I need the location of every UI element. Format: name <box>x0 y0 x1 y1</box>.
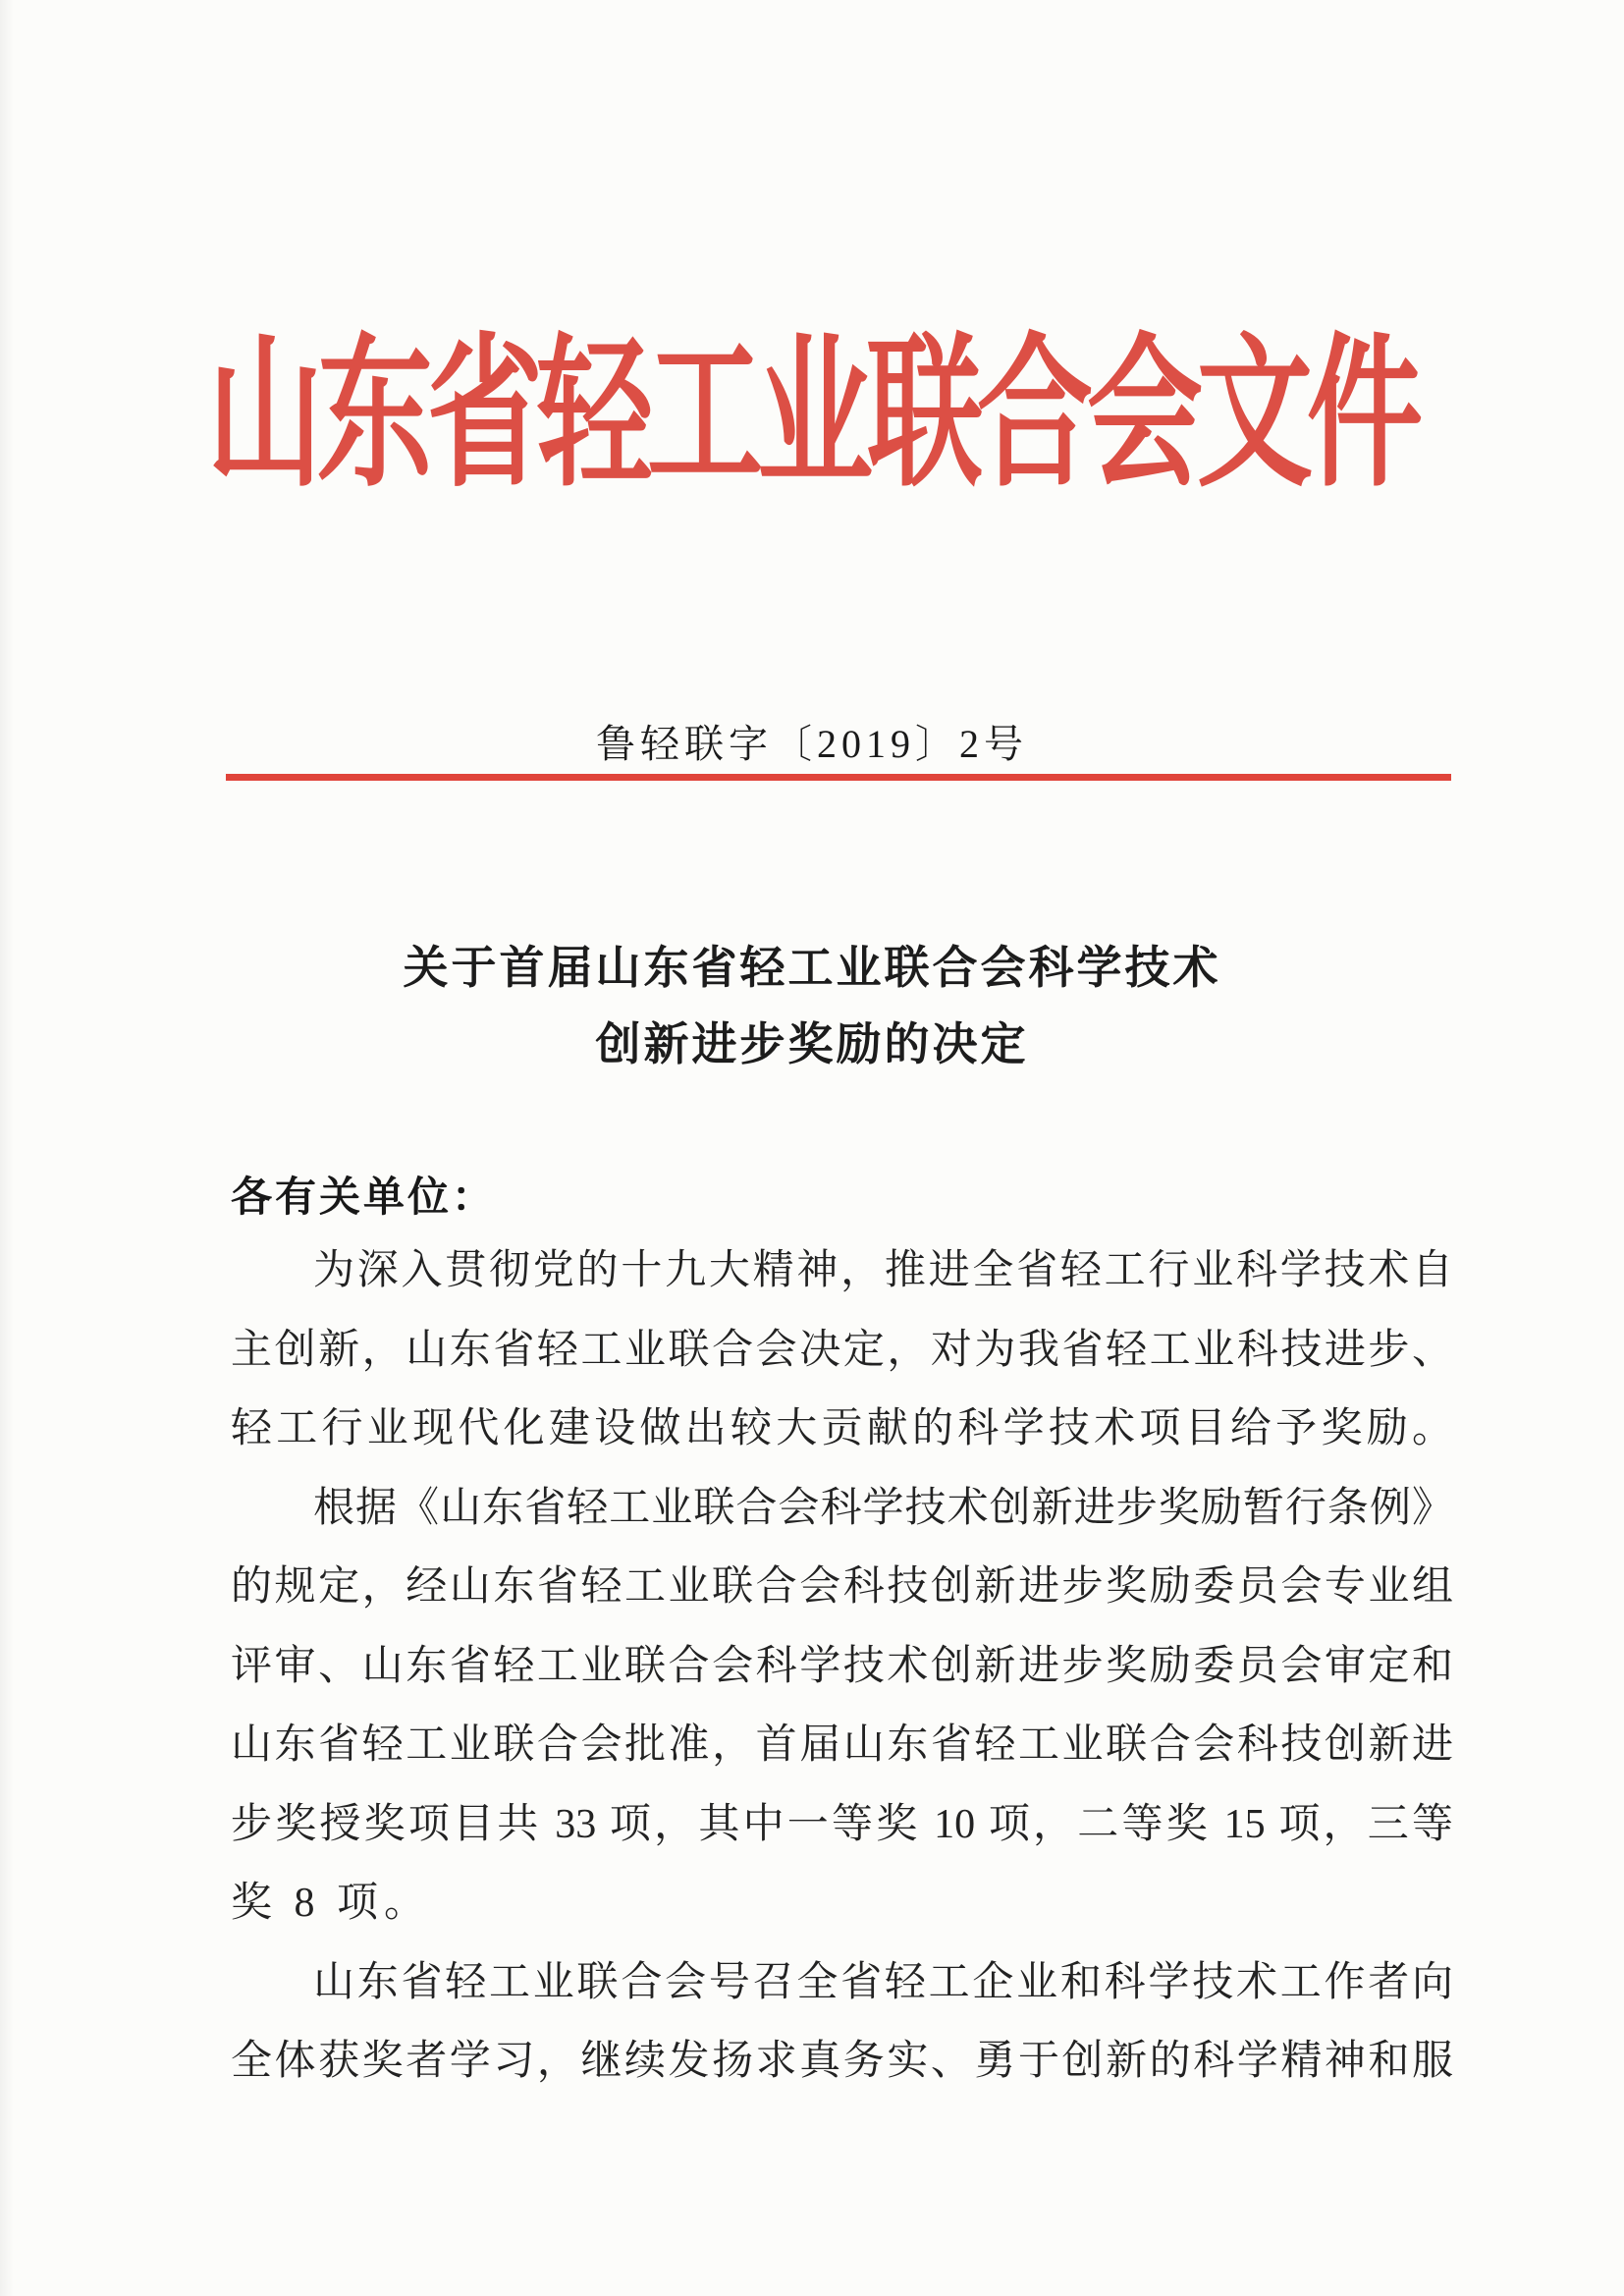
body-line: 评审、山东省轻工业联合会科学技术创新进步奖励委员会审定和 <box>231 1643 1453 1689</box>
document-title-line-1: 关于首届山东省轻工业联合会科学技术 <box>403 942 1221 993</box>
red-divider-rule <box>226 774 1451 781</box>
document-title-line-2: 创新进步奖励的决定 <box>595 1018 1029 1069</box>
document-reference-number: 鲁轻联字〔2019〕2号 <box>596 722 1028 766</box>
body-line: 主创新，山东省轻工业联合会决定，对为我省轻工业科技进步、 <box>231 1327 1453 1373</box>
body-text <box>231 1231 1453 2102</box>
body-line: 山东省轻工业联合会批准，首届山东省轻工业联合会科技创新进 <box>231 1722 1453 1768</box>
body-line: 根据《山东省轻工业联合会科学技术创新进步奖励暂行条例》 <box>313 1485 1453 1531</box>
salutation: 各有关单位： <box>231 1174 497 1220</box>
document-title <box>0 929 1624 1082</box>
body-line: 奖 8 项。 <box>231 1881 432 1926</box>
body-line: 为深入贯彻党的十九大精神，推进全省轻工行业科学技术自 <box>313 1248 1453 1293</box>
body-line: 全体获奖者学习，继续发扬求真务实、勇于创新的科学精神和服 <box>231 2039 1453 2084</box>
body-line: 的规定，经山东省轻工业联合会科技创新进步奖励委员会专业组 <box>231 1564 1453 1610</box>
agency-letterhead-title: 山东省轻工业联合会文件 <box>206 322 1417 507</box>
body-line: 轻工行业现代化建设做出较大贡献的科学技术项目给予奖励。 <box>231 1406 1453 1451</box>
body-line: 步奖授奖项目共 33 项，其中一等奖 10 项，二等奖 15 项，三等 <box>231 1801 1453 1847</box>
body-line: 山东省轻工业联合会号召全省轻工企业和科学技术工作者向 <box>313 1959 1453 2005</box>
